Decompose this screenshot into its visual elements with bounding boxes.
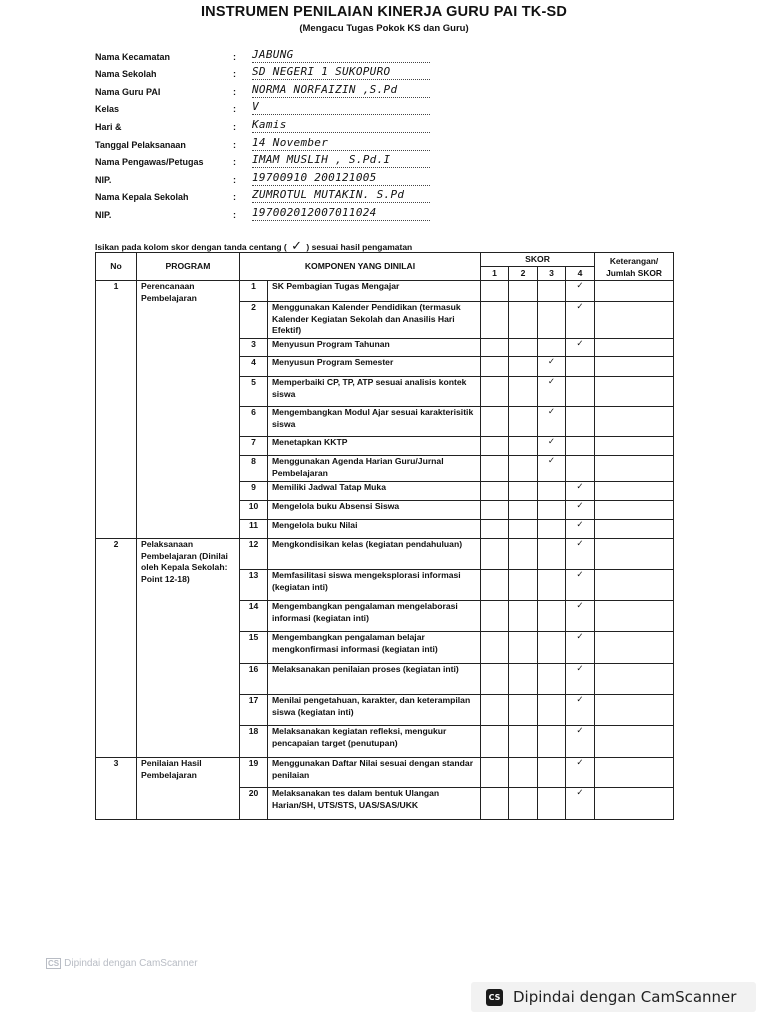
- document-subtitle: (Mengacu Tugas Pokok KS dan Guru): [299, 23, 469, 34]
- score-cell-4: [566, 570, 595, 601]
- info-label: NIP.: [95, 209, 112, 220]
- item-component: Mengelola buku Nilai: [268, 520, 481, 539]
- check-mark-icon: ✓: [576, 302, 584, 312]
- item-number: 6: [240, 407, 268, 437]
- score-cell-1: [481, 726, 509, 758]
- check-mark-icon: ✓: [576, 570, 584, 580]
- score-cell-1: [481, 758, 509, 788]
- keterangan-cell: [595, 758, 674, 788]
- keterangan-cell: [595, 456, 674, 482]
- score-cell-3: [538, 357, 566, 377]
- info-label: Hari &: [95, 121, 122, 132]
- item-component: Mengelola buku Absensi Siswa: [268, 501, 481, 520]
- info-value: 197002012007011024: [252, 206, 430, 221]
- check-mark-icon: ✓: [547, 437, 556, 447]
- score-cell-2: [509, 758, 538, 788]
- info-label: Nama Kecamatan: [95, 51, 171, 62]
- score-cell-1: [481, 377, 509, 407]
- info-value: 19700910 200121005: [252, 171, 430, 186]
- check-mark-icon: ✓: [576, 695, 584, 705]
- score-cell-3: [538, 437, 566, 456]
- keterangan-cell: [595, 437, 674, 456]
- score-cell-4: [566, 339, 595, 357]
- item-component: SK Pembagian Tugas Mengajar: [268, 281, 481, 302]
- score-cell-2: [509, 377, 538, 407]
- info-value: Kamis: [252, 118, 430, 133]
- item-component: Menetapkan KKTP: [268, 437, 481, 456]
- score-cell-3: [538, 281, 566, 302]
- camscanner-logo-icon: CS: [48, 959, 60, 968]
- table-row: [96, 758, 674, 788]
- keterangan-cell: [595, 501, 674, 520]
- score-cell-3: [538, 377, 566, 407]
- info-row-sekolah: Nama Sekolah : SD NEGERI 1 SUKOPURO: [95, 63, 455, 81]
- score-cell-3: [538, 758, 566, 788]
- check-mark-icon: ✓: [576, 501, 584, 511]
- info-label: NIP.: [95, 174, 112, 185]
- item-number: 20: [240, 788, 268, 820]
- score-cell-1: [481, 357, 509, 377]
- assessment-table: [95, 252, 674, 820]
- score-cell-3: [538, 726, 566, 758]
- score-cell-1: [481, 520, 509, 539]
- score-cell-1: [481, 570, 509, 601]
- score-cell-4: [566, 726, 595, 758]
- keterangan-cell: [595, 377, 674, 407]
- keterangan-cell: [595, 302, 674, 339]
- score-cell-2: [509, 456, 538, 482]
- info-value: ZUMROTUL MUTAKIN. S.Pd: [252, 188, 430, 203]
- item-component: Memperbaiki CP, TP, ATP sesuai analisis kontek siswa: [268, 377, 481, 407]
- check-mark-icon: ✓: [576, 601, 584, 611]
- item-number: 5: [240, 377, 268, 407]
- score-cell-2: [509, 357, 538, 377]
- info-label: Nama Pengawas/Petugas: [95, 157, 204, 168]
- item-component: Menyusun Program Semester: [268, 357, 481, 377]
- score-cell-3: [538, 788, 566, 820]
- score-cell-3: [538, 601, 566, 632]
- score-cell-1: [481, 302, 509, 339]
- info-row-guru: Nama Guru PAI : NORMA NORFAIZIN ,S.Pd: [95, 80, 455, 98]
- item-number: 7: [240, 437, 268, 456]
- score-cell-4: [566, 601, 595, 632]
- item-number: 4: [240, 357, 268, 377]
- table-row: [96, 281, 674, 302]
- camscanner-logo-icon: CS: [486, 989, 503, 1006]
- info-row-hari: Hari & : Kamis: [95, 115, 455, 133]
- score-cell-3: [538, 482, 566, 501]
- score-cell-4: [566, 695, 595, 726]
- header-komponen: KOMPONEN YANG DINILAI: [240, 253, 481, 281]
- item-number: 16: [240, 664, 268, 695]
- score-cell-3: [538, 664, 566, 695]
- item-component: Melaksanakan penilaian proses (kegiatan inti): [268, 664, 481, 695]
- keterangan-cell: [595, 482, 674, 501]
- info-row-kelas: Kelas : V: [95, 98, 455, 116]
- keterangan-cell: [595, 632, 674, 664]
- score-cell-3: [538, 570, 566, 601]
- header-keterangan: Keterangan/ Jumlah SKOR: [595, 253, 674, 281]
- item-component: Memiliki Jadwal Tatap Muka: [268, 482, 481, 501]
- faint-scanner-watermark: CS Dipindai dengan CamScanner: [48, 958, 198, 969]
- score-cell-4: [566, 377, 595, 407]
- score-cell-4: [566, 501, 595, 520]
- info-label: Nama Sekolah: [95, 69, 157, 80]
- score-cell-1: [481, 539, 509, 570]
- item-number: 8: [240, 456, 268, 482]
- item-number: 2: [240, 302, 268, 339]
- group-program: Perencanaan Pembelajaran: [137, 281, 240, 539]
- score-cell-4: [566, 520, 595, 539]
- item-component: Memfasilitasi siswa mengeksplorasi informasi (kegiatan inti): [268, 570, 481, 601]
- score-cell-4: [566, 758, 595, 788]
- header-skor: SKOR: [481, 253, 595, 267]
- keterangan-cell: [595, 539, 674, 570]
- score-cell-4: [566, 456, 595, 482]
- keterangan-cell: [595, 601, 674, 632]
- score-cell-2: [509, 539, 538, 570]
- score-cell-2: [509, 501, 538, 520]
- group-number: 2: [96, 539, 137, 758]
- item-number: 14: [240, 601, 268, 632]
- item-number: 19: [240, 758, 268, 788]
- check-mark-icon: ✓: [547, 377, 556, 387]
- keterangan-cell: [595, 407, 674, 437]
- score-cell-4: [566, 482, 595, 501]
- score-cell-2: [509, 788, 538, 820]
- score-cell-3: [538, 302, 566, 339]
- score-cell-3: [538, 632, 566, 664]
- item-component: Menggunakan Daftar Nilai sesuai dengan standar penilaian: [268, 758, 481, 788]
- score-cell-1: [481, 407, 509, 437]
- score-cell-3: [538, 339, 566, 357]
- item-number: 3: [240, 339, 268, 357]
- check-mark-icon: ✓: [576, 664, 584, 674]
- group-program: Pelaksanaan Pembelajaran (Dinilai oleh Kepala Sekolah: Point 12-18): [137, 539, 240, 758]
- item-component: Menggunakan Agenda Harian Guru/Jurnal Pembelajaran: [268, 456, 481, 482]
- score-cell-4: [566, 664, 595, 695]
- group-program: Penilaian Hasil Pembelajaran: [137, 758, 240, 820]
- camscanner-badge: [471, 982, 756, 1012]
- instruction-text: Isikan pada kolom skor dengan tanda centang ( ✓ ) sesuai hasil pengamatan: [95, 238, 413, 253]
- check-mark-icon: ✓: [576, 281, 584, 291]
- document-title: INSTRUMEN PENILAIAN KINERJA GURU PAI TK-SD: [200, 4, 568, 20]
- score-cell-1: [481, 501, 509, 520]
- score-cell-4: [566, 407, 595, 437]
- check-mark-icon: ✓: [547, 456, 556, 466]
- score-cell-2: [509, 726, 538, 758]
- info-row-nip-kepala: NIP. : 197002012007011024: [95, 203, 455, 221]
- keterangan-cell: [595, 570, 674, 601]
- item-component: Mengembangkan Modul Ajar sesuai karakterisitik siswa: [268, 407, 481, 437]
- check-mark-icon: ✓: [547, 407, 556, 417]
- keterangan-cell: [595, 788, 674, 820]
- header-skor-4: 4: [566, 267, 595, 281]
- score-cell-1: [481, 456, 509, 482]
- keterangan-cell: [595, 281, 674, 302]
- score-cell-1: [481, 788, 509, 820]
- item-number: 18: [240, 726, 268, 758]
- info-row-kecamatan: Nama Kecamatan : JABUNG: [95, 45, 455, 63]
- header-no: No: [96, 253, 137, 281]
- score-cell-1: [481, 482, 509, 501]
- keterangan-cell: [595, 339, 674, 357]
- check-mark-icon: ✓: [576, 758, 584, 768]
- score-cell-4: [566, 281, 595, 302]
- item-number: 12: [240, 539, 268, 570]
- keterangan-cell: [595, 664, 674, 695]
- info-label: Nama Kepala Sekolah: [95, 192, 189, 203]
- check-mark-icon: ✓: [576, 632, 584, 642]
- score-cell-4: [566, 632, 595, 664]
- score-cell-1: [481, 339, 509, 357]
- info-value: 14 November: [252, 136, 430, 151]
- check-mark-icon: ✓: [576, 520, 584, 530]
- identity-section: [95, 45, 455, 221]
- check-mark-icon: ✓: [547, 357, 556, 367]
- info-label: Tanggal Pelaksanaan: [95, 139, 186, 150]
- header-skor-2: 2: [509, 267, 538, 281]
- score-cell-2: [509, 695, 538, 726]
- check-mark-icon: ✓: [291, 238, 303, 253]
- score-cell-3: [538, 456, 566, 482]
- item-component: Mengembangkan pengalaman belajar mengkonfirmasi informasi (kegiatan inti): [268, 632, 481, 664]
- score-cell-1: [481, 437, 509, 456]
- check-mark-icon: ✓: [576, 788, 584, 798]
- header-skor-3: 3: [538, 267, 566, 281]
- score-cell-4: [566, 302, 595, 339]
- item-number: 1: [240, 281, 268, 302]
- table-row: [96, 539, 674, 570]
- info-row-pengawas: Nama Pengawas/Petugas : IMAM MUSLIH , S.Pd.I: [95, 151, 455, 169]
- item-number: 11: [240, 520, 268, 539]
- keterangan-cell: [595, 726, 674, 758]
- info-value: JABUNG: [252, 48, 430, 63]
- score-cell-4: [566, 788, 595, 820]
- info-row-kepala-sekolah: Nama Kepala Sekolah : ZUMROTUL MUTAKIN. S.Pd: [95, 186, 455, 204]
- score-cell-2: [509, 601, 538, 632]
- score-cell-4: [566, 357, 595, 377]
- score-cell-2: [509, 482, 538, 501]
- score-cell-3: [538, 520, 566, 539]
- info-label: Nama Guru PAI: [95, 86, 161, 97]
- item-number: 17: [240, 695, 268, 726]
- item-number: 13: [240, 570, 268, 601]
- keterangan-cell: [595, 695, 674, 726]
- group-number: 3: [96, 758, 137, 820]
- info-row-tanggal: Tanggal Pelaksanaan : 14 November: [95, 133, 455, 151]
- check-mark-icon: ✓: [576, 539, 584, 549]
- info-row-nip-pengawas: NIP. : 19700910 200121005: [95, 168, 455, 186]
- score-cell-2: [509, 302, 538, 339]
- score-cell-2: [509, 664, 538, 695]
- keterangan-cell: [595, 520, 674, 539]
- item-component: Mengembangkan pengalaman mengelaborasi informasi (kegiatan inti): [268, 601, 481, 632]
- score-cell-2: [509, 570, 538, 601]
- item-component: Menyusun Program Tahunan: [268, 339, 481, 357]
- check-mark-icon: ✓: [576, 482, 584, 492]
- item-number: 10: [240, 501, 268, 520]
- score-cell-2: [509, 281, 538, 302]
- item-component: Mengkondisikan kelas (kegiatan pendahuluan): [268, 539, 481, 570]
- score-cell-1: [481, 695, 509, 726]
- item-component: Menilai pengetahuan, karakter, dan keterampilan siswa (kegiatan inti): [268, 695, 481, 726]
- info-value: IMAM MUSLIH , S.Pd.I: [252, 153, 430, 168]
- info-value: SD NEGERI 1 SUKOPURO: [252, 65, 430, 80]
- score-cell-3: [538, 501, 566, 520]
- info-label: Kelas: [95, 104, 120, 115]
- keterangan-cell: [595, 357, 674, 377]
- info-value: NORMA NORFAIZIN ,S.Pd: [252, 83, 430, 98]
- score-cell-3: [538, 695, 566, 726]
- score-cell-3: [538, 539, 566, 570]
- item-number: 9: [240, 482, 268, 501]
- score-cell-3: [538, 407, 566, 437]
- table-header-row: [96, 253, 674, 267]
- check-mark-icon: ✓: [576, 339, 584, 349]
- score-cell-1: [481, 281, 509, 302]
- score-cell-2: [509, 520, 538, 539]
- header-skor-1: 1: [481, 267, 509, 281]
- item-component: Melaksanakan kegiatan refleksi, mengukur pencapaian target (penutupan): [268, 726, 481, 758]
- info-value: V: [252, 100, 430, 115]
- score-cell-2: [509, 437, 538, 456]
- score-cell-4: [566, 539, 595, 570]
- item-component: Menggunakan Kalender Pendidikan (termasuk Kalender Kegiatan Sekolah dan Anasilis Hari Efektif): [268, 302, 481, 339]
- item-number: 15: [240, 632, 268, 664]
- check-mark-icon: ✓: [576, 726, 584, 736]
- header-program: PROGRAM: [137, 253, 240, 281]
- group-number: 1: [96, 281, 137, 539]
- score-cell-1: [481, 664, 509, 695]
- score-cell-2: [509, 632, 538, 664]
- camscanner-badge-text: Dipindai dengan CamScanner: [513, 988, 737, 1006]
- score-cell-1: [481, 601, 509, 632]
- score-cell-2: [509, 407, 538, 437]
- score-cell-1: [481, 632, 509, 664]
- item-component: Melaksanakan tes dalam bentuk Ulangan Harian/SH, UTS/STS, UAS/SAS/UKK: [268, 788, 481, 820]
- score-cell-4: [566, 437, 595, 456]
- score-cell-2: [509, 339, 538, 357]
